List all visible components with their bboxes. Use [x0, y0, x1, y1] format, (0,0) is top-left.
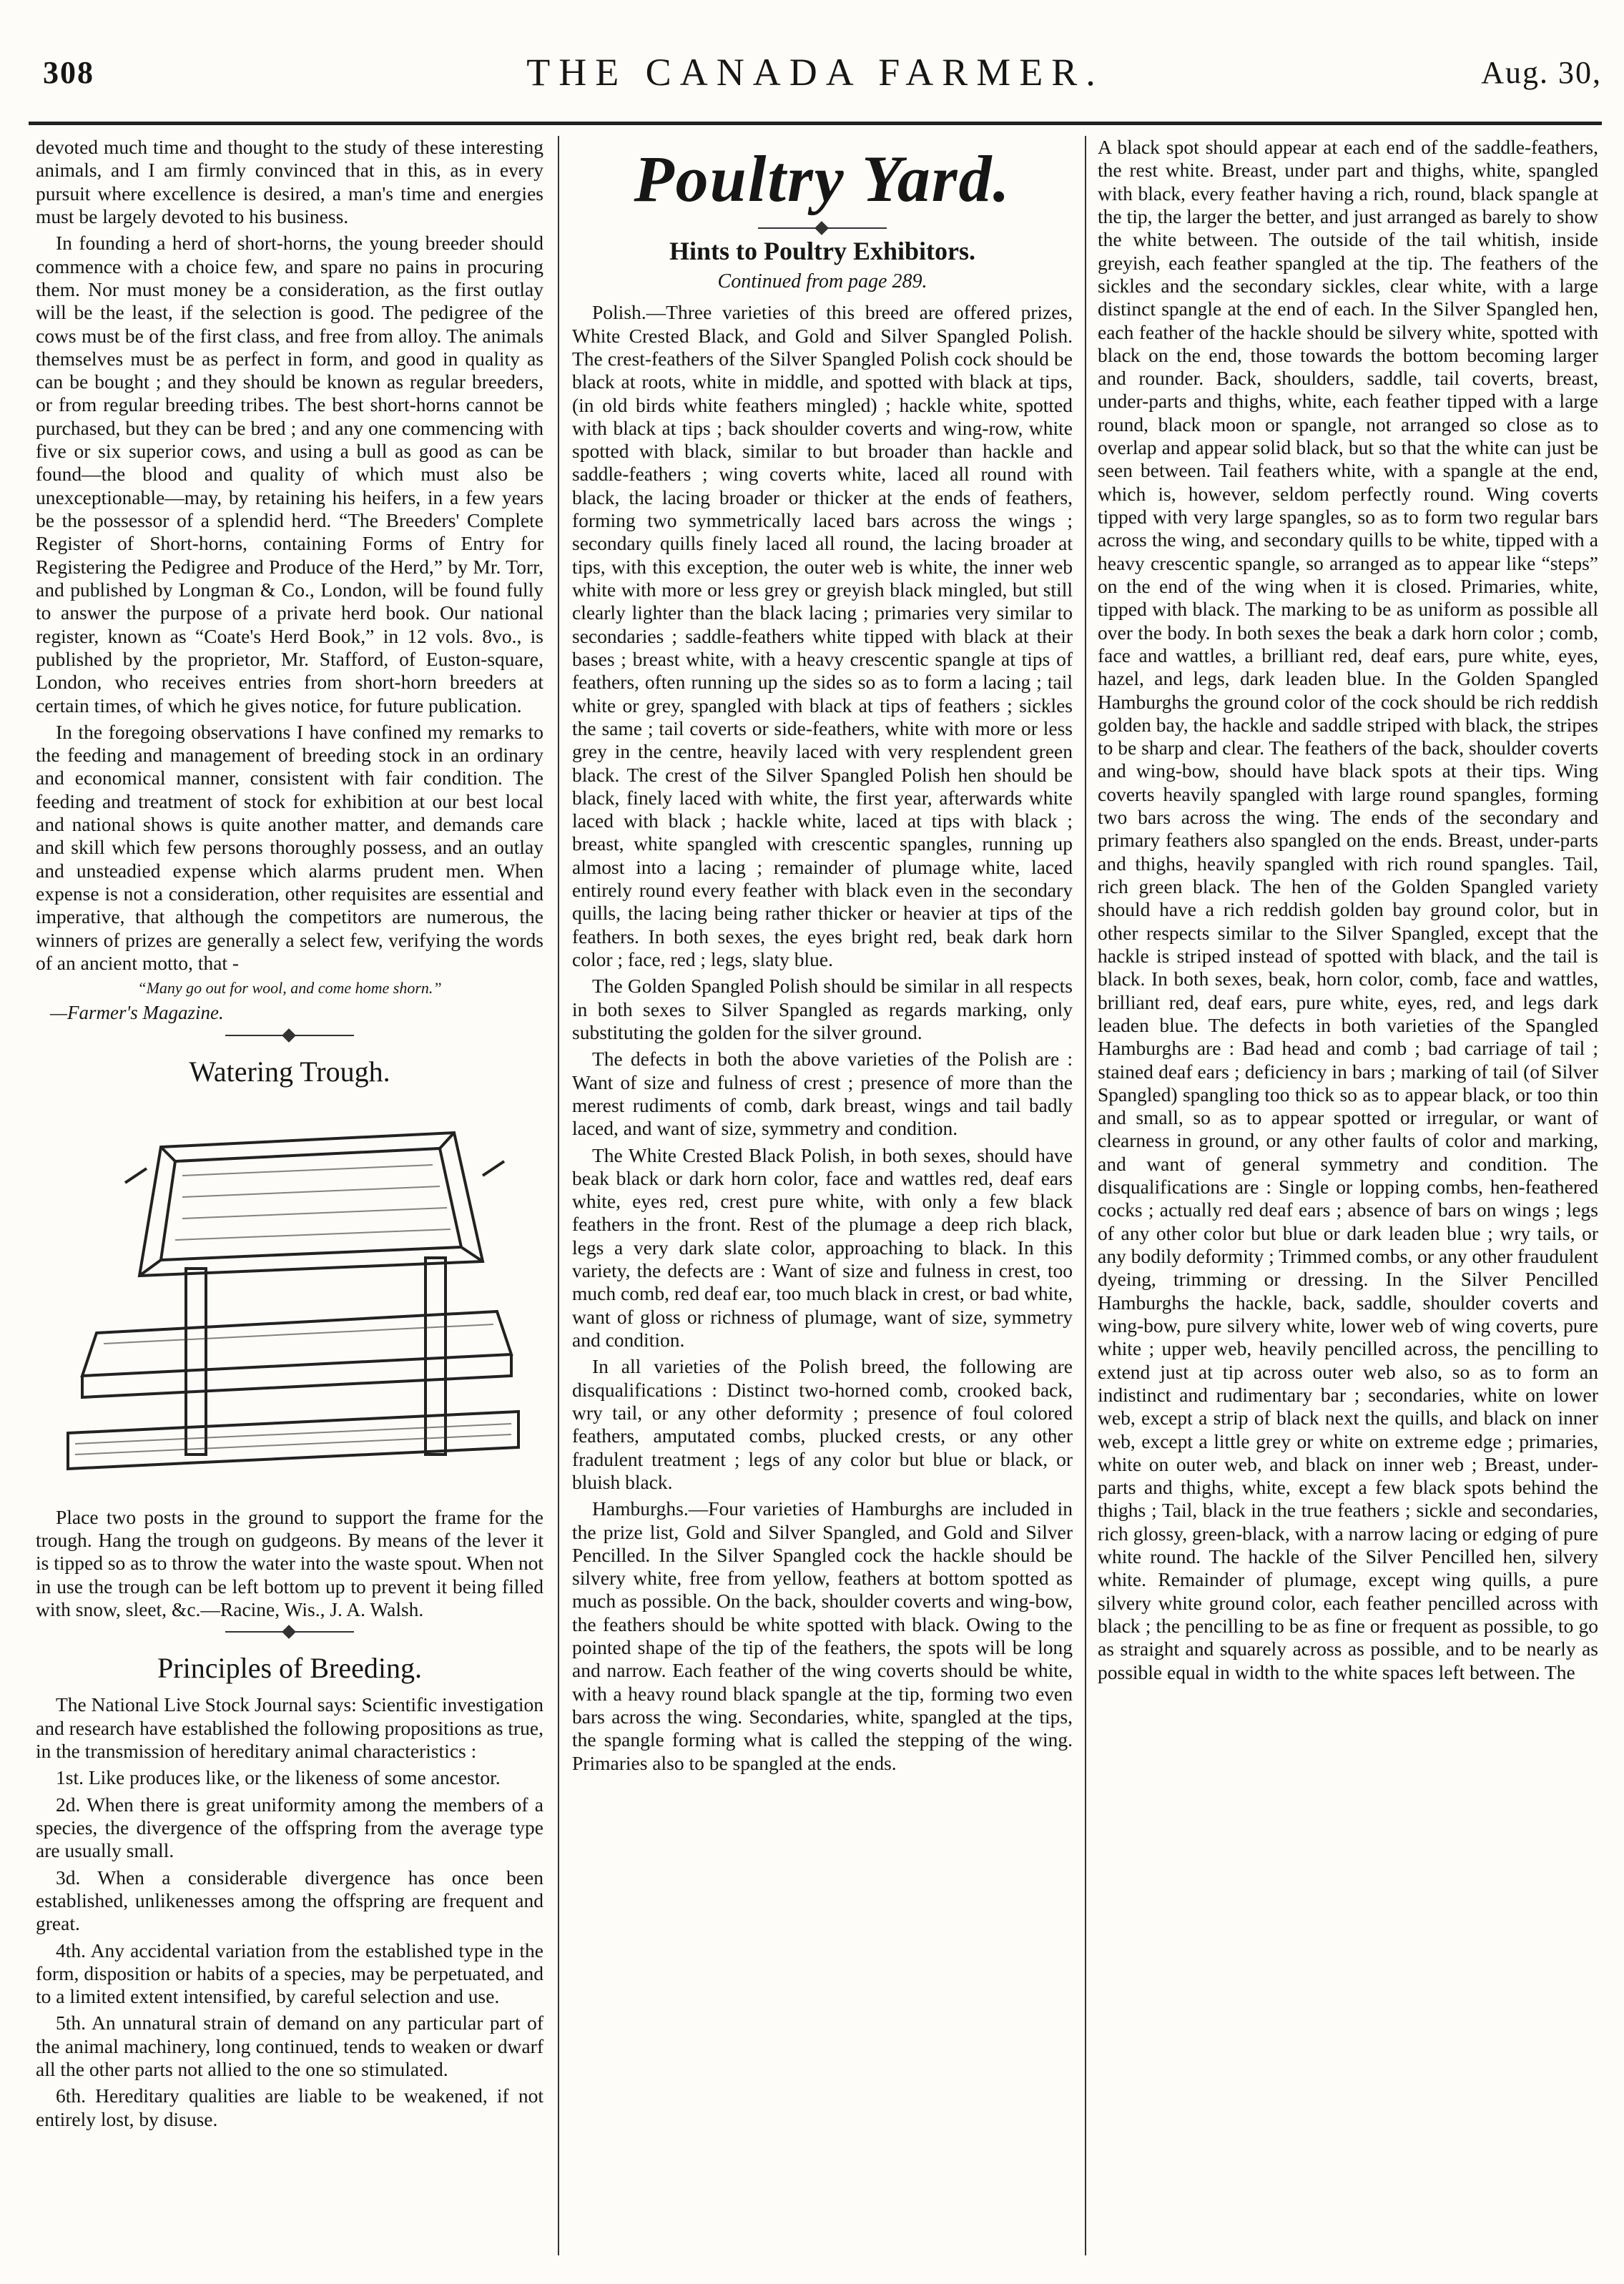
page-number: 308	[43, 55, 94, 90]
paragraph: The White Crested Black Polish, in both sexes, should have beak black or dark horn color, face and wattles red, deaf ears white, eyes red, crest pure white, with only a few black feathers in the front. Rest of the plumage a deep rich black, legs a very dark slate color, approaching to black. In this variety, the defects are : Want of size and fulness in crest, too much comb, red deaf ear, too much black in crest, or bad white, want of gloss or richness of plumage, want of size, symmetry and condition.	[572, 1143, 1073, 1352]
section-separator	[758, 227, 887, 229]
paragraph: The defects in both the above varieties of the Polish are : Want of size and fulness of crest ; presence of more than the merest rudiments of comb, dark breast, wings and tail badly laced, and want of size, symmetry and condition.	[572, 1048, 1073, 1140]
column-divider	[558, 136, 559, 2255]
paragraph: Polish.—Three varieties of this breed are offered prizes, White Crested Black, and Gold and Silver Spangled Polish. The crest-feathers of the Silver Spangled Polish cock should be black at roots, white in middle, and spotted with black at tips, (in old birds white feathers mingled) ; hackle white, spotted with black at tips ; back shoulder coverts and wing-row, white spotted with black, similar to but broader than hackle and saddle-feathers ; wing coverts white, laced all round with black, the lacing broader or thicker at the ends of feathers, forming two symmetrically laced bars across the wings ; secondary quills finely laced all round, the lacing broader at tips, with this exception, the outer web is white, the inner web white with more or less grey or greyish black mingled, but still clearly lighter than the black lacing ; primaries very similar to secondaries ; saddle-feathers white tipped with black at their bases ; breast white, with a heavy crescentic spangle at tips of feathers, often running up the sides so as to form a lacing ; tail white or grey, spangled with black at tips of feathers ; sickles the same ; tail coverts or side-feathers, white with more or less grey in the centre, heavily laced with very resplendent green black. The crest of the Silver Spangled Polish hen should be black, finely laced with white, the first year, afterwards white laced with black ; hackle white, laced at tips with black ; breast, white spangled with crescentic spangles, running up almost into a lacing ; remainder of plumage white, laced entirely round every feather with black even in the secondary quills, the lacing being rather thicker or heavier at tips of the feathers. In both sexes, the eyes bright red, beak dark horn color ; face, red ; legs, slaty blue.	[572, 301, 1073, 971]
column-divider	[1085, 136, 1086, 2255]
section-heading: Principles of Breeding.	[157, 1652, 422, 1685]
paragraph: In the foregoing observations I have confined my remarks to the feeding and management of breeding stock in an ordinary and economical manner, consistent with fair condition. The feeding and treatment of stock for exhibition at our best local and national shows is quite another matter, and demands care and skill which few persons thoroughly possess, and an outlay and unsteadied expense which alarms prudent men. When expense is not a consideration, other requisites are essential and imperative, that although the competitors are numerous, the winners of prizes are generally a select few, verifying the words of an ancient motto, that -	[36, 720, 543, 974]
header-rule	[29, 122, 1602, 125]
list-item: 1st. Like produces like, or the likeness of some ancestor.	[56, 1766, 501, 1789]
section-title: Poultry Yard.	[634, 142, 1011, 215]
list-item: 4th. Any accidental variation from the established type in the form, disposition or habits of a species, may be perpetuated, and to a limited extent intensified, by careful selection and use.	[36, 1939, 543, 2008]
column-2	[572, 136, 1073, 2255]
list-item: 3d. When a considerable divergence has once been established, unlikenesses among the offspring are frequent and great.	[36, 1866, 543, 1935]
continued-note: Continued from page 289.	[717, 270, 927, 293]
paragraph: In all varieties of the Polish breed, the following are disqualifications : Distinct two-horned comb, crooked back, wry tail, or any other deformity ; presence of foul colored feathers, amputated combs, plucked crests, or any other fradulent treatment ; legs of any color but blue or black, or bluish black.	[572, 1355, 1073, 1493]
paragraph: Place two posts in the ground to support the frame for the trough. Hang the trough on gudgeons. By means of the lever it is tipped so as to throw the water into the waste spout. When not in use the trough can be left bottom up to prevent it being filled with snow, sleet, &c.—Racine, Wis., J. A. Walsh.	[36, 1505, 543, 1621]
column-1	[36, 136, 543, 2255]
article-title: Hints to Poultry Exhibitors.	[669, 237, 976, 266]
paragraph: Hamburghs.—Four varieties of Hamburghs are included in the prize list, Gold and Silver Spangled, and Gold and Silver Pencilled. In the Silver Spangled cock the hackle should be silvery white, free from yellow, feathers at bottom spotted as much as possible. On the back, shoulder coverts and wing-bow, the feathers should be white spotted with black. Owing to the pointed shape of the tip of the feathers, the spots will be long and narrow. Each feather of the wing coverts should be white, with a heavy round black spangle at the tip, forming two even bars across the wing. Secondaries, white, spangled at the tips, the spangle forming what is called the stepping of the wing. Primaries also to be spangled at the ends.	[572, 1497, 1073, 1774]
section-separator	[225, 1631, 354, 1633]
page-header	[29, 26, 1602, 112]
paragraph: The Golden Spangled Polish should be similar in all respects in both sexes to Silver Spangled as regards marking, only substituting the golden for the silver ground.	[572, 975, 1073, 1043]
list-item: 5th. An unnatural strain of demand on any particular part of the animal machinery, long continued, tends to weaken or dwarf all the other parts not allied to the one so stimulated.	[36, 2012, 543, 2081]
list-item: 2d. When there is great uniformity among the members of a species, the divergence of the offspring from the average type are usually small.	[36, 1793, 543, 1862]
paragraph: In founding a herd of short-horns, the young breeder should commence with a choice few, and spare no pains in procuring them. Nor must money be a consideration, as the first outlay will be the least, if the selection is good. The pedigree of the cows must be of the first class, and free from alloy. The animals themselves must be as perfect in form, and good in quality as can be bought ; and they should be known as regular breeders, or from regular breeding tribes. The best short-horns cannot be purchased, but they can be bred ; and any one commencing with five or six superior cows, and using a bull as good as can be found—the blood and quality of which must also be unexceptionable—may, by retaining his heifers, in a few years be the possessor of a splendid herd. “The Breeders' Complete Register of Short-horns, containing Forms of Entry for Registering the Pedigree and Produce of the Herd,” by Mr. Torr, and published by Longman & Co., London, will be found fully to answer the purpose of a private herd book. Our national register, known as “Coate's Herd Book,” in 12 vols. 8vo., is published by the proprietor, Mr. Stafford, of Euston-square, London, who receives entries from short-horn breeders at certain times, of which he gives notice, for future publication.	[36, 232, 543, 717]
section-separator	[225, 1035, 354, 1036]
motto-quote: “Many go out for wool, and come home shorn.”	[137, 979, 442, 998]
section-heading: Watering Trough.	[189, 1055, 390, 1088]
list-item: 6th. Hereditary qualities are liable to be weakened, if not entirely lost, by disuse.	[36, 2084, 543, 2130]
source-credit: —Farmer's Magazine.	[50, 1002, 224, 1024]
watering-trough-illustration	[54, 1097, 526, 1497]
issue-date: Aug. 30,	[1481, 55, 1602, 90]
newspaper-title: THE CANADA FARMER.	[526, 51, 1104, 94]
column-3	[1098, 136, 1598, 2255]
paragraph: devoted much time and thought to the study of these interesting animals, and I am firmly convinced that in this, as in every pursuit where excellence is desired, a man's time and energies must be largely devoted to his business.	[36, 136, 543, 227]
paragraph: A black spot should appear at each end of the saddle-feathers, the rest white. Breast, under part and thighs, white, spangled with black, every feather having a rich, round, black spangle at the tip, the larger the better, and just arranged as barely to show the white between. The outside of the tail whitish, inside greyish, each feather spangled at the tip. The feathers of the sickles and the secondary sickles, clear white, with a large distinct spangle at the end of each. In the Silver Spangled hen, each feather of the hackle should be silvery white, spotted with black on the end, those towards the bottom becoming larger and rounder. Back, shoulders, saddle, tail coverts, breast, under-parts and thighs, white, each feather tipped with a large round, black moon or spangle, not arranged so close as to overlap and appear solid black, but so that the white can just be seen between. Tail feathers white, with a spangle at the end, which is, however, seldom perfectly round. Wing coverts tipped with very large spangles, so as to form two regular bars across the wing, and secondary quills to be white, tipped with a heavy crescentic spangle, so arranged as to appear like “steps” on the end of the wing when it is closed. Primaries, white, tipped with black. The marking to be as uniform as possible all over the body. In both sexes the beak a dark horn color ; comb, face and wattles, a brilliant red, deaf ears, pure white, eyes, hazel, and legs, dark leaden blue. In the Golden Spangled Hamburghs the ground color of the cock should be rich reddish golden bay, the hackle and saddle striped with black, the stripes to be sharp and clear. The feathers of the back, shoulder coverts and wing-bow, should have black spots at their tips. Wing coverts heavily spangled with large round spangles, forming two bars across the wing. The ends of the secondary and primary feathers also spangled on the ends. Breast, under-parts and thighs, heavily spangled with rich round spangles. Tail, rich green black. The hen of the Golden Spangled variety should have a rich reddish golden bay ground color, but in other respects similar to the Silver Spangled, except that the hackle is striped instead of spotted with black, and the tail is black. In both sexes, beak, horn color, comb, face and wattles, brilliant red, deaf ears, pure white, eyes, red, and legs dark leaden blue. The defects in both varieties of the Spangled Hamburghs are : Bad head and comb ; bad carriage of tail ; stained deaf ears ; deficiency in bars ; marking of tail (of Silver Spangled) spangling too thick so as to appear black, or too thin and small, so as to appear spotted or irregular, or want of clearness in ground, or any other faults of color and marking, and want of general symmetry and condition. The disqualifications are : Single or lopping combs, hen-feathered cocks ; actually red deaf ears ; absence of bars on wings ; legs of any other color but blue or dark leaden blue ; wry tails, or any bodily deformity ; Trimmed combs, or any other fraudulent dyeing, trimming or dressing. In the Silver Pencilled Hamburghs the hackle, back, saddle, shoulder coverts and wing-bow, pure silvery white, lower web of wing coverts, pure white ; upper web, heavily pencilled across, the pencilling to extend just at tip across outer web also, so as to form an indistinct and rudimentary bar ; secondaries, white on lower web, except a strip of black next the quills, and black on inner web, except a little grey or white on extreme edge ; primaries, white on outer web, and black on inner web ; Breast, under-parts and thighs, white, except a few black spots behind the thighs ; Tail, black in the true feathers ; sickle and secondaries, rich glossy, green-black, with a narrow lacing or edging of pure white round. The hackle of the Silver Pencilled hen, silvery white. Remainder of plumage, except wing quills, a pure silvery white ground color, each feather pencilled across with black ; the pencilling to be as fine or frequent as possible, to go as straight and squarely across as possible, and to be nearly as possible equal in width to the white spaces left between. The	[1098, 136, 1598, 1683]
paragraph: The National Live Stock Journal says: Scientific investigation and research have established the following propositions as true, in the transmission of hereditary animal characteristics :	[36, 1693, 543, 1762]
